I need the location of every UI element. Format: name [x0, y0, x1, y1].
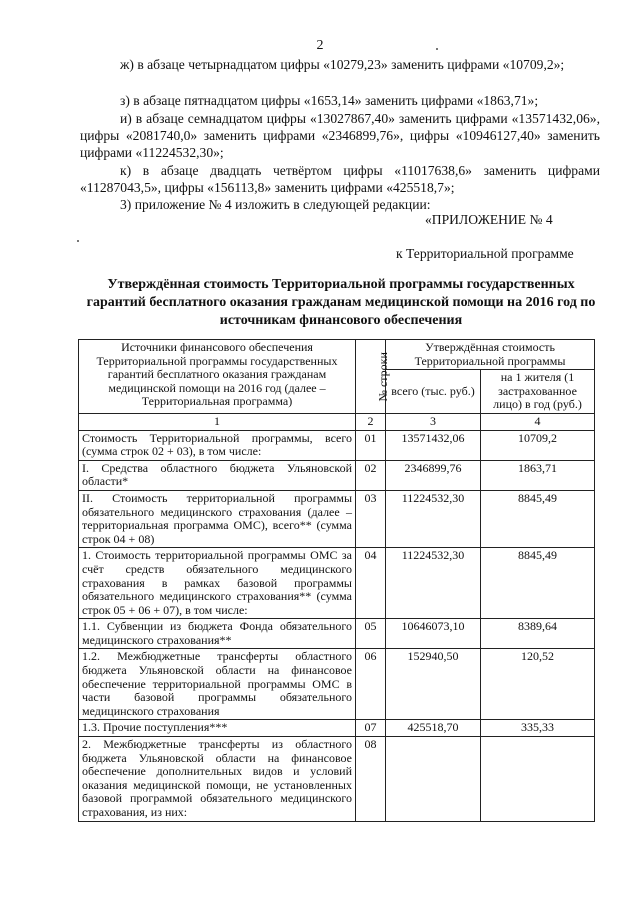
row-total: 425518,70 [386, 720, 481, 737]
header-per-capita: на 1 жителя (1 застрахованное лицо) в год (руб.) [481, 370, 595, 414]
cost-table [78, 339, 595, 822]
row-number: 06 [356, 649, 386, 720]
row-per-capita [481, 737, 595, 822]
table-row [79, 737, 595, 822]
row-total [386, 737, 481, 822]
row-number: 01 [356, 430, 386, 460]
row-number: 03 [356, 490, 386, 547]
appendix-label: «ПРИЛОЖЕНИЕ № 4 [425, 212, 553, 227]
header-approved: Утверждённая стоимость Территориальной программы [386, 340, 595, 370]
header-row-no-text: № строки [375, 351, 390, 402]
row-name: 1. Стоимость территориальной программы ОМС за счёт средств обязательного медицинского страхования в рамках базовой программы обязательного медицинского страхования** (сумма строк 05 + 06 + 07), в том числе: [79, 548, 356, 619]
appendix-to: к Территориальной программе [396, 246, 574, 261]
row-total: 13571432,06 [386, 430, 481, 460]
row-per-capita: 10709,2 [481, 430, 595, 460]
paragraph-i: и) в абзаце семнадцатом цифры «13027867,40» заменить цифрами «13571432,06», цифры «2081740,0» заменить цифрами «2346899,76», цифры «10946127,40» заменить цифрами «11224532,30»; [80, 111, 600, 160]
row-name: 1.3. Прочие поступления*** [79, 720, 356, 737]
table-row [79, 430, 595, 460]
row-number: 04 [356, 548, 386, 619]
row-name: 1.1. Субвенции из бюджета Фонда обязательного медицинского страхования** [79, 619, 356, 649]
row-total: 152940,50 [386, 649, 481, 720]
row-number: 02 [356, 460, 386, 490]
scan-speck [77, 240, 79, 242]
header-total: всего (тыс. руб.) [386, 370, 481, 414]
row-name: II. Стоимость территориальной программы обязательного медицинского страхования (далее – территориальная программа ОМС), всего** (сумма строк 04 + 08) [79, 490, 356, 547]
table-row [79, 548, 595, 619]
table-title: Утверждённая стоимость Территориальной программы государственных гарантий бесплатного оказания гражданам медицинской помощи на 2016 год по источникам финансового обеспечения [86, 277, 596, 328]
paragraph-3: 3) приложение № 4 изложить в следующей редакции: [120, 197, 431, 212]
table-row [79, 490, 595, 547]
scan-speck [436, 48, 438, 50]
col-number: 2 [356, 413, 386, 430]
row-per-capita: 120,52 [481, 649, 595, 720]
col-number: 3 [386, 413, 481, 430]
row-name: I. Средства областного бюджета Ульяновской области* [79, 460, 356, 490]
table-row [79, 460, 595, 490]
table-row [79, 649, 595, 720]
row-per-capita: 1863,71 [481, 460, 595, 490]
table-row [79, 619, 595, 649]
paragraph-zh: ж) в абзаце четырнадцатом цифры «10279,23» заменить цифрами «10709,2»; [120, 57, 565, 72]
row-total: 11224532,30 [386, 548, 481, 619]
row-per-capita: 8389,64 [481, 619, 595, 649]
table-row [79, 720, 595, 737]
row-per-capita: 8845,49 [481, 490, 595, 547]
header-source: Источники финансового обеспечения Территориальной программы государственных гарантий бесплатного оказания гражданам медицинской помощи на 2016 год (далее – Территориальная программа) [79, 340, 356, 414]
row-total: 11224532,30 [386, 490, 481, 547]
row-number: 07 [356, 720, 386, 737]
header-row-no [356, 340, 390, 414]
table-header-row [79, 340, 595, 370]
row-name: 1.2. Межбюджетные трансферты областного бюджета Ульяновской области на финансовое обеспечение территориальной программы ОМС в части базовой программы обязательного медицинского страхования [79, 649, 356, 720]
row-total: 2346899,76 [386, 460, 481, 490]
row-total: 10646073,10 [386, 619, 481, 649]
page-number: 2 [316, 38, 324, 53]
row-name: Стоимость Территориальной программы, всего (сумма строк 02 + 03), в том числе: [79, 430, 356, 460]
row-number: 05 [356, 619, 386, 649]
row-per-capita: 335,33 [481, 720, 595, 737]
row-per-capita: 8845,49 [481, 548, 595, 619]
column-number-row [79, 413, 595, 430]
paragraph-z: з) в абзаце пятнадцатом цифры «1653,14» заменить цифрами «1863,71»; [120, 93, 539, 108]
row-number: 08 [356, 737, 386, 822]
row-name: 2. Межбюджетные трансферты из областного бюджета Ульяновской области на финансовое обеспечение дополнительных видов и условий оказания медицинской помощи, не установленных базовой программой обязательного медицинского страхования, из них: [79, 737, 356, 822]
col-number: 1 [79, 413, 356, 430]
col-number: 4 [481, 413, 595, 430]
paragraph-k: к) в абзаце двадцать четвёртом цифры «11017638,6» заменить цифрами «11287043,5», цифры «156113,8» заменить цифрами «425518,7»; [80, 163, 600, 195]
